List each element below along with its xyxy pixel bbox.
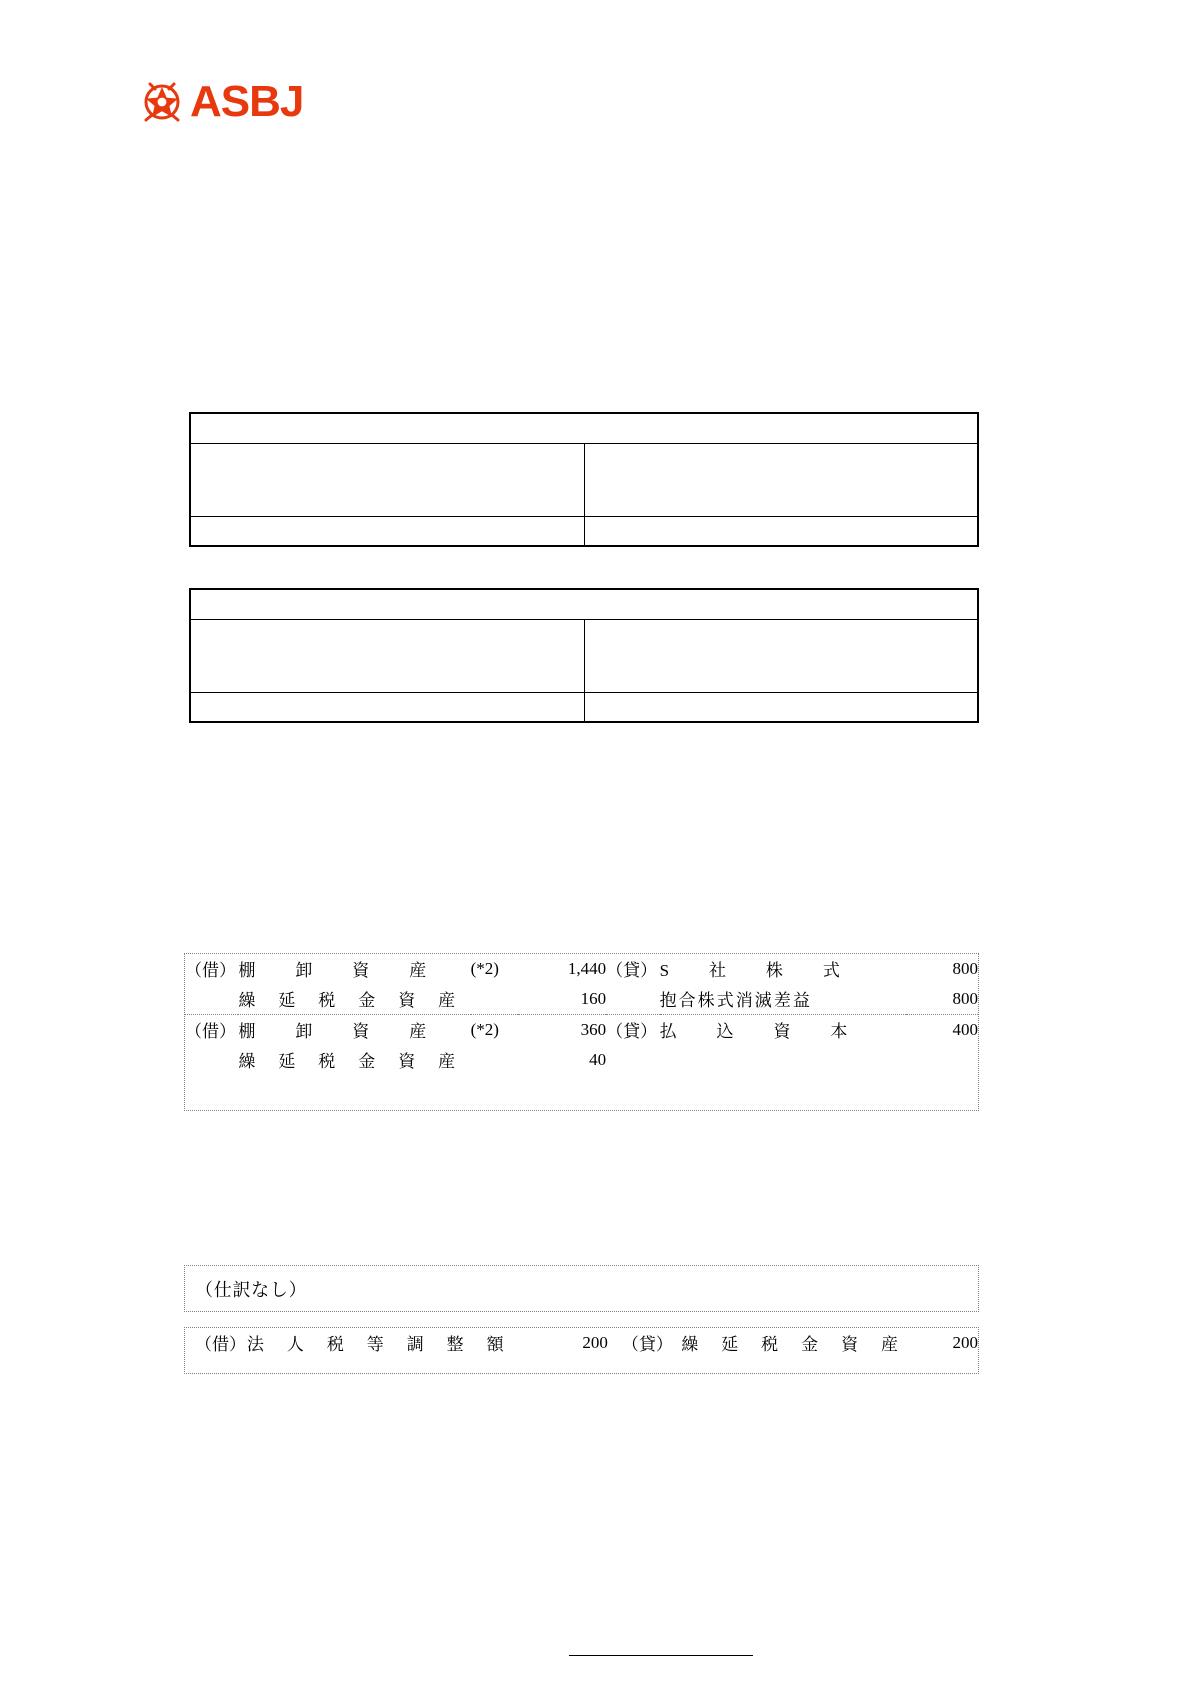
credit-amount-secondary [906,1045,978,1075]
credit-account-name: S 社 株 式 [659,961,858,980]
table-row [191,516,978,546]
credit-amount: 800 [952,958,978,978]
journal-entry-block-main [184,953,979,1111]
debit-note: (*2) [471,1015,518,1046]
spacer-cell [185,984,238,1015]
credit-marker: （貸） [606,961,658,980]
journal-entry-block-none [184,1265,979,1312]
table-cell-header [191,590,978,620]
table-cell [584,516,978,546]
journal-row [185,1015,978,1046]
debit-account-name: 棚 卸 資 産 [238,961,445,980]
credit-amount: 200 [952,1332,978,1352]
credit-account-name: 繰 延 税 金 資 産 [681,1335,908,1354]
data-table-two [189,588,979,723]
table-cell-header [191,414,978,444]
table-row [191,590,978,620]
journal-entry-block-tax [184,1327,979,1374]
debit-marker: （借） [195,1335,246,1354]
debit-account-name-secondary: 繰 延 税 金 資 産 [238,991,465,1010]
journal-row [185,954,978,984]
spacer-cell [606,984,659,1015]
debit-amount: 360 [518,1015,606,1046]
debit-marker: （借） [185,961,236,980]
debit-amount-secondary: 40 [589,1049,607,1069]
credit-marker: （貸） [606,1015,659,1046]
table-cell [584,692,978,722]
credit-account-name-secondary: 抱合株式消滅差益 [659,991,812,1010]
table-row [191,619,978,692]
debit-amount-secondary: 160 [580,988,607,1008]
spacer-cell [185,1045,238,1075]
spacer-cell [606,1045,659,1075]
credit-marker: （貸） [621,1335,673,1354]
table-cell [191,692,585,722]
table-row [191,414,978,444]
debit-account-name: 棚 卸 資 産 [238,1022,445,1041]
credit-amount: 400 [906,1015,978,1046]
asbj-star-icon [140,78,184,126]
journal-row [185,984,978,1015]
journal-row [185,1045,978,1075]
debit-account-name-secondary: 繰 延 税 金 資 産 [238,1052,465,1071]
debit-amount: 200 [582,1332,608,1352]
table-cell [191,619,585,692]
table-cell [191,443,585,516]
table-cell [584,619,978,692]
debit-amount: 1,440 [567,958,607,978]
asbj-logo [140,78,303,126]
table-row [191,443,978,516]
data-table-one [189,412,979,547]
debit-marker: （借） [185,1015,238,1046]
journal-row [185,1328,978,1358]
footer-divider [569,1655,753,1656]
debit-note: (*2) [470,958,499,978]
table-cell [191,516,585,546]
credit-amount-secondary: 800 [952,988,978,1008]
table-row [191,692,978,722]
credit-account-name: 払 込 資 本 [659,1022,866,1041]
spacer-cell [471,1045,518,1075]
no-journal-entry-label: （仕訳なし） [195,1280,308,1300]
spacer-cell [471,984,518,1015]
debit-account-name: 法 人 税 等 調 整 額 [246,1335,513,1354]
table-cell [584,443,978,516]
asbj-logo-text: ASBJ [190,77,304,126]
